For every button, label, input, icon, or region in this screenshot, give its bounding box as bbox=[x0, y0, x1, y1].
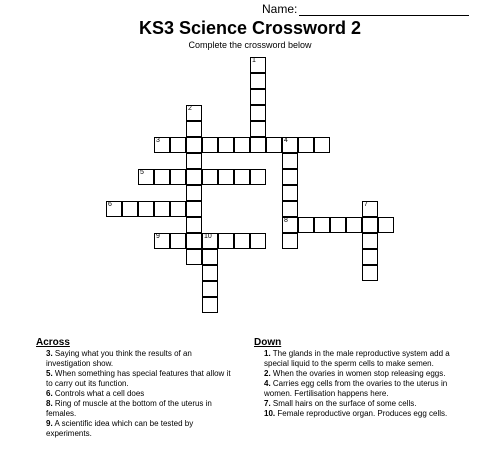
across-clue bbox=[36, 349, 236, 369]
grid-cell[interactable] bbox=[250, 105, 266, 121]
clue-number: 10 bbox=[204, 233, 212, 240]
clue-num: 8. bbox=[46, 399, 53, 408]
clue-num: 2. bbox=[264, 369, 271, 378]
grid-cell[interactable] bbox=[202, 281, 218, 297]
down-clue bbox=[254, 399, 459, 409]
grid-cell[interactable] bbox=[282, 217, 298, 233]
across-clue bbox=[36, 369, 236, 389]
grid-cell[interactable] bbox=[186, 105, 202, 121]
clue-num: 6. bbox=[46, 389, 53, 398]
grid-cell[interactable] bbox=[154, 201, 170, 217]
clue-number: 2 bbox=[188, 105, 192, 112]
grid-cell[interactable] bbox=[282, 153, 298, 169]
clue-text: A scientific idea which can be tested by experiments. bbox=[46, 419, 194, 438]
down-clue bbox=[254, 379, 459, 399]
clue-num: 10. bbox=[264, 409, 276, 418]
grid-cell[interactable] bbox=[170, 201, 186, 217]
grid-cell[interactable] bbox=[170, 137, 186, 153]
across-heading: Across bbox=[36, 337, 70, 348]
grid-cell[interactable] bbox=[186, 233, 202, 249]
grid-cell[interactable] bbox=[218, 169, 234, 185]
clue-num: 9. bbox=[46, 419, 53, 428]
grid-cell[interactable] bbox=[362, 201, 378, 217]
grid-cell[interactable] bbox=[250, 121, 266, 137]
grid-cell[interactable] bbox=[202, 249, 218, 265]
grid-cell[interactable] bbox=[314, 217, 330, 233]
grid-cell[interactable] bbox=[202, 297, 218, 313]
grid-cell[interactable] bbox=[154, 169, 170, 185]
grid-cell[interactable] bbox=[250, 169, 266, 185]
grid-cell[interactable] bbox=[234, 169, 250, 185]
grid-cell[interactable] bbox=[250, 73, 266, 89]
down-heading: Down bbox=[254, 337, 282, 348]
clue-text: Carries egg cells from the ovaries to the uterus in women. Fertilisation happens here. bbox=[264, 379, 448, 398]
across-clues bbox=[36, 338, 236, 439]
grid-cell[interactable] bbox=[186, 169, 202, 185]
grid-cell[interactable] bbox=[138, 169, 154, 185]
grid-cell[interactable] bbox=[218, 137, 234, 153]
clue-text: When the ovaries in women stop releasing eggs. bbox=[272, 369, 446, 378]
page-title: KS3 Science Crossword 2 bbox=[138, 18, 362, 38]
grid-cell[interactable] bbox=[346, 217, 362, 233]
down-clue bbox=[254, 369, 459, 379]
grid-cell[interactable] bbox=[122, 201, 138, 217]
down-clue bbox=[254, 409, 459, 419]
clue-text: The glands in the male reproductive system add a special liquid to the sperm cells to make semen. bbox=[264, 349, 450, 368]
across-clue bbox=[36, 399, 236, 419]
grid-cell[interactable] bbox=[282, 169, 298, 185]
grid-cell[interactable] bbox=[250, 137, 266, 153]
grid-cell[interactable] bbox=[282, 233, 298, 249]
clue-text: Small hairs on the surface of some cells. bbox=[272, 399, 417, 408]
grid-cell[interactable] bbox=[362, 217, 378, 233]
clue-number: 4 bbox=[284, 137, 288, 144]
clue-text: When something has special features that allow it to carry out its function. bbox=[46, 369, 231, 388]
grid-cell[interactable] bbox=[186, 185, 202, 201]
grid-cell[interactable] bbox=[202, 137, 218, 153]
grid-cell[interactable] bbox=[106, 201, 122, 217]
grid-cell[interactable] bbox=[202, 169, 218, 185]
clue-num: 5. bbox=[46, 369, 53, 378]
clue-text: Female reproductive organ. Produces egg cells. bbox=[277, 409, 448, 418]
grid-cell[interactable] bbox=[250, 233, 266, 249]
grid-cell[interactable] bbox=[298, 217, 314, 233]
clue-num: 3. bbox=[46, 349, 53, 358]
clue-number: 3 bbox=[156, 137, 160, 144]
clue-text: Controls what a cell does bbox=[54, 389, 145, 398]
grid-cell[interactable] bbox=[362, 265, 378, 281]
grid-cell[interactable] bbox=[170, 169, 186, 185]
grid-cell[interactable] bbox=[202, 265, 218, 281]
grid-cell[interactable] bbox=[234, 233, 250, 249]
grid-cell[interactable] bbox=[186, 249, 202, 265]
grid-cell[interactable] bbox=[298, 137, 314, 153]
grid-cell[interactable] bbox=[234, 137, 250, 153]
grid-cell[interactable] bbox=[314, 137, 330, 153]
clue-text: Ring of muscle at the bottom of the uterus in females. bbox=[46, 399, 212, 418]
grid-cell[interactable] bbox=[202, 233, 218, 249]
grid-cell[interactable] bbox=[186, 121, 202, 137]
clue-number: 8 bbox=[284, 217, 288, 224]
grid-cell[interactable] bbox=[218, 233, 234, 249]
clue-number: 5 bbox=[140, 169, 144, 176]
grid-cell[interactable] bbox=[186, 153, 202, 169]
grid-cell[interactable] bbox=[378, 217, 394, 233]
across-clue bbox=[36, 419, 236, 439]
grid-cell[interactable] bbox=[250, 89, 266, 105]
clue-number: 1 bbox=[252, 57, 256, 64]
clue-num: 4. bbox=[264, 379, 271, 388]
grid-cell[interactable] bbox=[170, 233, 186, 249]
clue-number: 7 bbox=[364, 201, 368, 208]
grid-cell[interactable] bbox=[154, 233, 170, 249]
clue-num: 1. bbox=[264, 349, 271, 358]
down-clues bbox=[254, 338, 459, 419]
grid-cell[interactable] bbox=[186, 137, 202, 153]
clue-text: Saying what you think the results of an investigation show. bbox=[46, 349, 192, 368]
grid-cell[interactable] bbox=[138, 201, 154, 217]
clue-number: 6 bbox=[108, 201, 112, 208]
name-label: Name: bbox=[262, 2, 298, 16]
grid-cell[interactable] bbox=[282, 137, 298, 153]
clue-number: 9 bbox=[156, 233, 160, 240]
grid-cell[interactable] bbox=[362, 249, 378, 265]
grid-cell[interactable] bbox=[186, 201, 202, 217]
across-clue bbox=[36, 389, 236, 399]
grid-cell[interactable] bbox=[362, 233, 378, 249]
clue-num: 7. bbox=[264, 399, 271, 408]
grid-cell[interactable] bbox=[282, 201, 298, 217]
grid-cell[interactable] bbox=[330, 217, 346, 233]
down-clue bbox=[254, 349, 459, 369]
grid-cell[interactable] bbox=[282, 185, 298, 201]
grid-cell[interactable] bbox=[186, 217, 202, 233]
page-subtitle: Complete the crossword below bbox=[188, 40, 312, 50]
grid-cell[interactable] bbox=[250, 57, 266, 73]
grid-cell[interactable] bbox=[154, 137, 170, 153]
grid-cell[interactable] bbox=[266, 137, 282, 153]
